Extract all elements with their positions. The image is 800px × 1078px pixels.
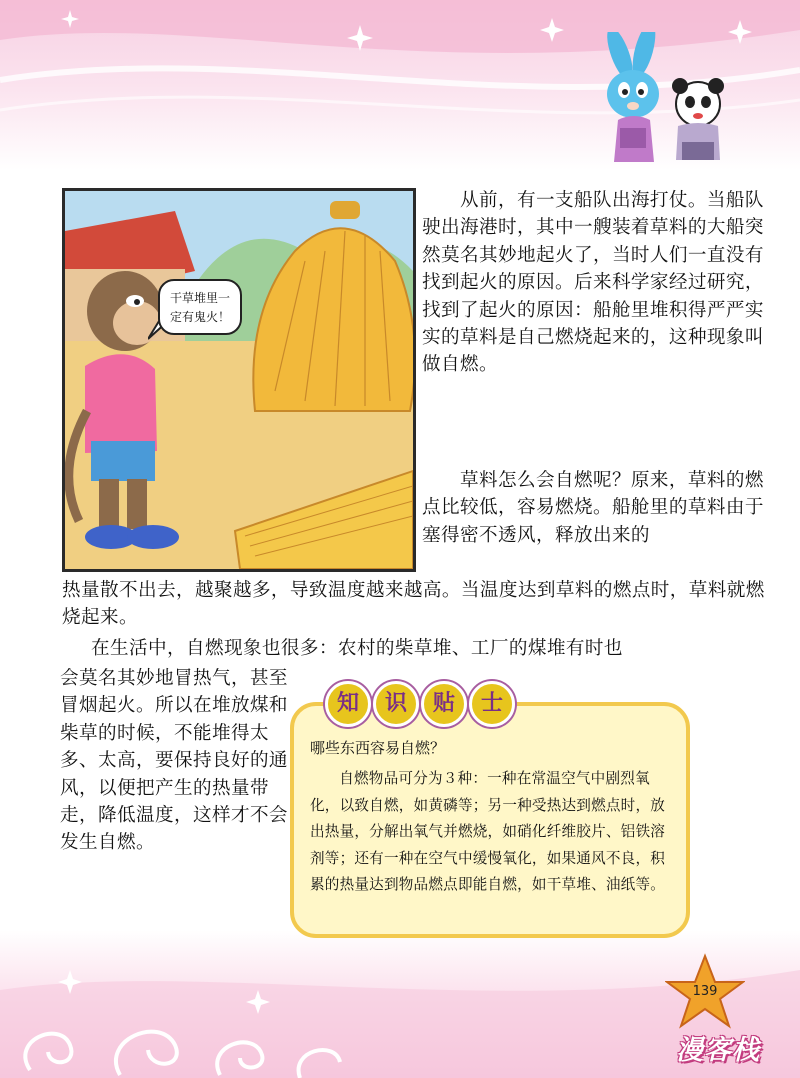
page-number: 139 [692, 984, 718, 999]
article-paragraph-3-continued: 会莫名其妙地冒热气，甚至冒烟起火。所以在堆放煤和柴草的时候，不能堆得太多、太高，要保持良好的通风，以便把产生的热量带走，降低温度，这样才不会发生自燃。 [60, 668, 288, 854]
speech-line-1: 干草堆里一 [169, 291, 230, 305]
article-paragraph-3: 在生活中，自燃现象也很多：农村的柴草堆、工厂的煤堆有时也 [72, 638, 623, 659]
tip-title-char: 士 [469, 681, 515, 727]
article-paragraph-2-continued: 热量散不出去，越聚越多，导致温度越来越高。当温度达到草料的燃点时，草料就燃烧起来。 [62, 580, 765, 629]
comic-panel [62, 188, 416, 572]
tip-title-char: 知 [325, 681, 371, 727]
speech-bubble [158, 279, 242, 335]
panda-icon [672, 78, 724, 160]
tip-title-char: 识 [373, 681, 419, 727]
tip-question: 哪些东西容易自燃？ [310, 739, 446, 757]
comic-illustration [65, 191, 413, 569]
tip-title-char: 贴 [421, 681, 467, 727]
watermark-logo: 漫客栈 [676, 1035, 760, 1066]
rabbit-icon [602, 32, 660, 162]
knowledge-tip-title [325, 681, 515, 727]
article-paragraph-1: 从前，有一支船队出海打仗。当船队驶出海港时，其中一艘装着草料的大船突然莫名其妙地起火了，当时人们一直没有找到起火的原因。后来科学家经过研究，找到了起火的原因：船舱里堆积得严严实实的草料是自己燃烧起来的，这种现象叫做自燃。 [422, 190, 764, 376]
tip-body: 自燃物品可分为３种：一种在常温空气中剧烈氧化，以致自燃，如黄磷等；另一种受热达到燃点时，放出热量，分解出氧气并燃烧，如硝化纤维胶片、铝铁溶剂等；还有一种在空气中缓慢氧化，如果通风不良，积累的热量达到物品燃点即能自燃，如干草堆、油纸等。 [310, 770, 666, 893]
article-paragraph-2: 草料怎么会自燃呢？原来，草料的燃点比较低，容易燃烧。船舱里的草料由于塞得密不透风，释放出来的 [422, 470, 764, 546]
speech-line-2: 定有鬼火！ [169, 310, 230, 324]
mascot-characters [598, 32, 748, 172]
